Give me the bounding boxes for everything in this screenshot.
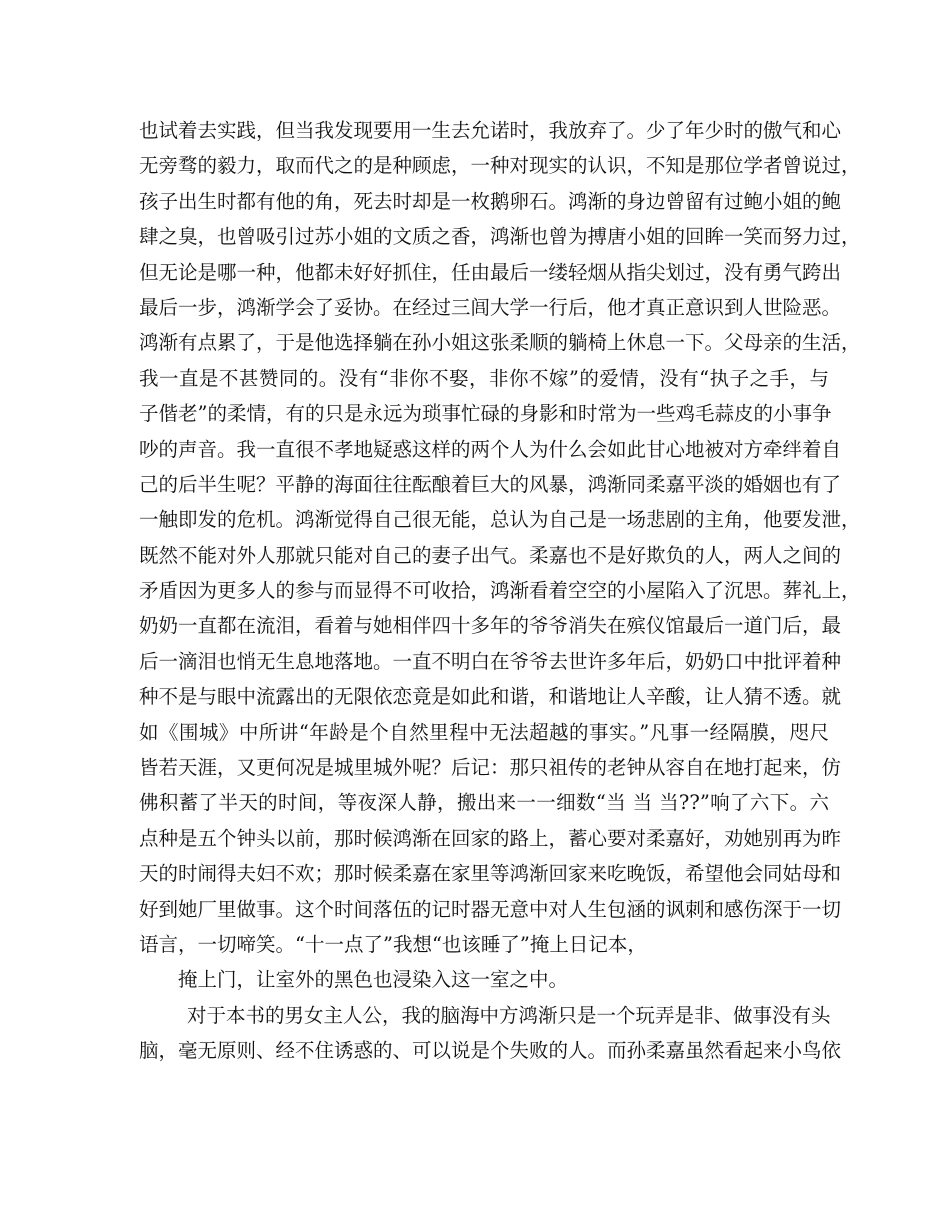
text-line: 子偕老”的柔情，有的只是永远为琐事忙碌的身影和时常为一些鸡毛蒜皮的小事争 <box>139 402 832 426</box>
text-line: 掩上门，让室外的黑色也浸染入这一室之中。 <box>178 968 569 992</box>
text-line: 最后一步，鸿渐学会了妥协。在经过三闾大学一行后，他才真正意识到人世险恶。 <box>139 295 842 319</box>
text-line: 如《围城》中所讲“年龄是个自然里程中无法超越的事实。”凡事一经隔膜，咫尺 <box>139 720 829 744</box>
text-line: 矛盾因为更多人的参与而显得不可收拾，鸿渐看着空空的小屋陷入了沉思。葬礼上， <box>139 579 861 603</box>
text-line: 好到她厂里做事。这个时间落伍的记时器无意中对人生包涵的讽刺和感伤深于一切 <box>139 897 842 921</box>
text-line: 后一滴泪也悄无生息地落地。一直不明白在爷爷去世许多年后，奶奶口中批评着种 <box>139 649 842 673</box>
text-line: 脑，毫无原则、经不住诱惑的、可以说是个失败的人。而孙柔嘉虽然看起来小鸟依 <box>139 1039 842 1063</box>
text-line: 种不是与眼中流露出的无限依恋竟是如此和谐，和谐地让人辛酸，让人猜不透。就 <box>139 685 842 709</box>
text-line: 皆若天涯，又更何况是城里城外呢？后记：那只祖传的老钟从容自在地打起来，仿 <box>139 756 842 780</box>
text-line: 无旁骛的毅力，取而代之的是种顾虑，一种对现实的认识，不知是那位学者曾说过， <box>139 154 861 178</box>
text-line: 奶奶一直都在流泪，看着与她相伴四十多年的爷爷消失在殡仪馆最后一道门后，最 <box>139 614 842 638</box>
text-line: 也试着去实践，但当我发现要用一生去允诺时，我放弃了。少了年少时的傲气和心 <box>139 119 842 142</box>
text-line: 既然不能对外人那就只能对自己的妻子出气。柔嘉也不是好欺负的人，两人之间的 <box>139 543 842 567</box>
text-line: 鸿渐有点累了，于是他选择躺在孙小姐这张柔顺的躺椅上休息一下。父母亲的生活， <box>139 331 861 355</box>
text-line: 语言，一切啼笑。“十一点了”我想“也该睡了”掩上日记本， <box>139 932 647 956</box>
text-line: 肆之臭，也曾吸引过苏小姐的文质之香，鸿渐也曾为搏唐小姐的回眸一笑而努力过， <box>139 225 861 249</box>
text-line: 佛积蓄了半天的时间，等夜深人静，搬出来一一细数“当 当 当??”响了六下。六 <box>139 791 829 815</box>
text-line: 点种是五个钟头以前，那时候鸿渐在回家的路上，蓄心要对柔嘉好，劝她别再为昨 <box>139 826 842 850</box>
text-line: 对于本书的男女主人公，我的脑海中方鸿渐只是一个玩弄是非、做事没有头 <box>187 1003 831 1027</box>
body-text <box>139 113 861 1069</box>
text-line: 但无论是哪一种，他都未好好抓住，任由最后一缕轻烟从指尖划过，没有勇气跨出 <box>139 260 842 284</box>
text-line: 一触即发的危机。鸿渐觉得自己很无能，总认为自己是一场悲剧的主角，他要发泄， <box>139 508 861 532</box>
text-line: 天的时闹得夫妇不欢；那时候柔嘉在家里等鸿渐回家来吃晚饭，希望他会同姑母和 <box>139 862 842 886</box>
text-line: 我一直是不甚赞同的。没有“非你不娶，非你不嫁”的爱情，没有“执子之手，与 <box>139 366 829 390</box>
text-line: 吵的声音。我一直很不孝地疑惑这样的两个人为什么会如此甘心地被对方牵绊着自 <box>139 437 842 461</box>
text-line: 己的后半生呢？平静的海面往往酝酿着巨大的风暴，鸿渐同柔嘉平淡的婚姻也有了 <box>139 472 842 496</box>
text-line: 孩子出生时都有他的角，死去时却是一枚鹅卵石。鸿渐的身边曾留有过鲍小姐的鲍 <box>139 189 842 213</box>
